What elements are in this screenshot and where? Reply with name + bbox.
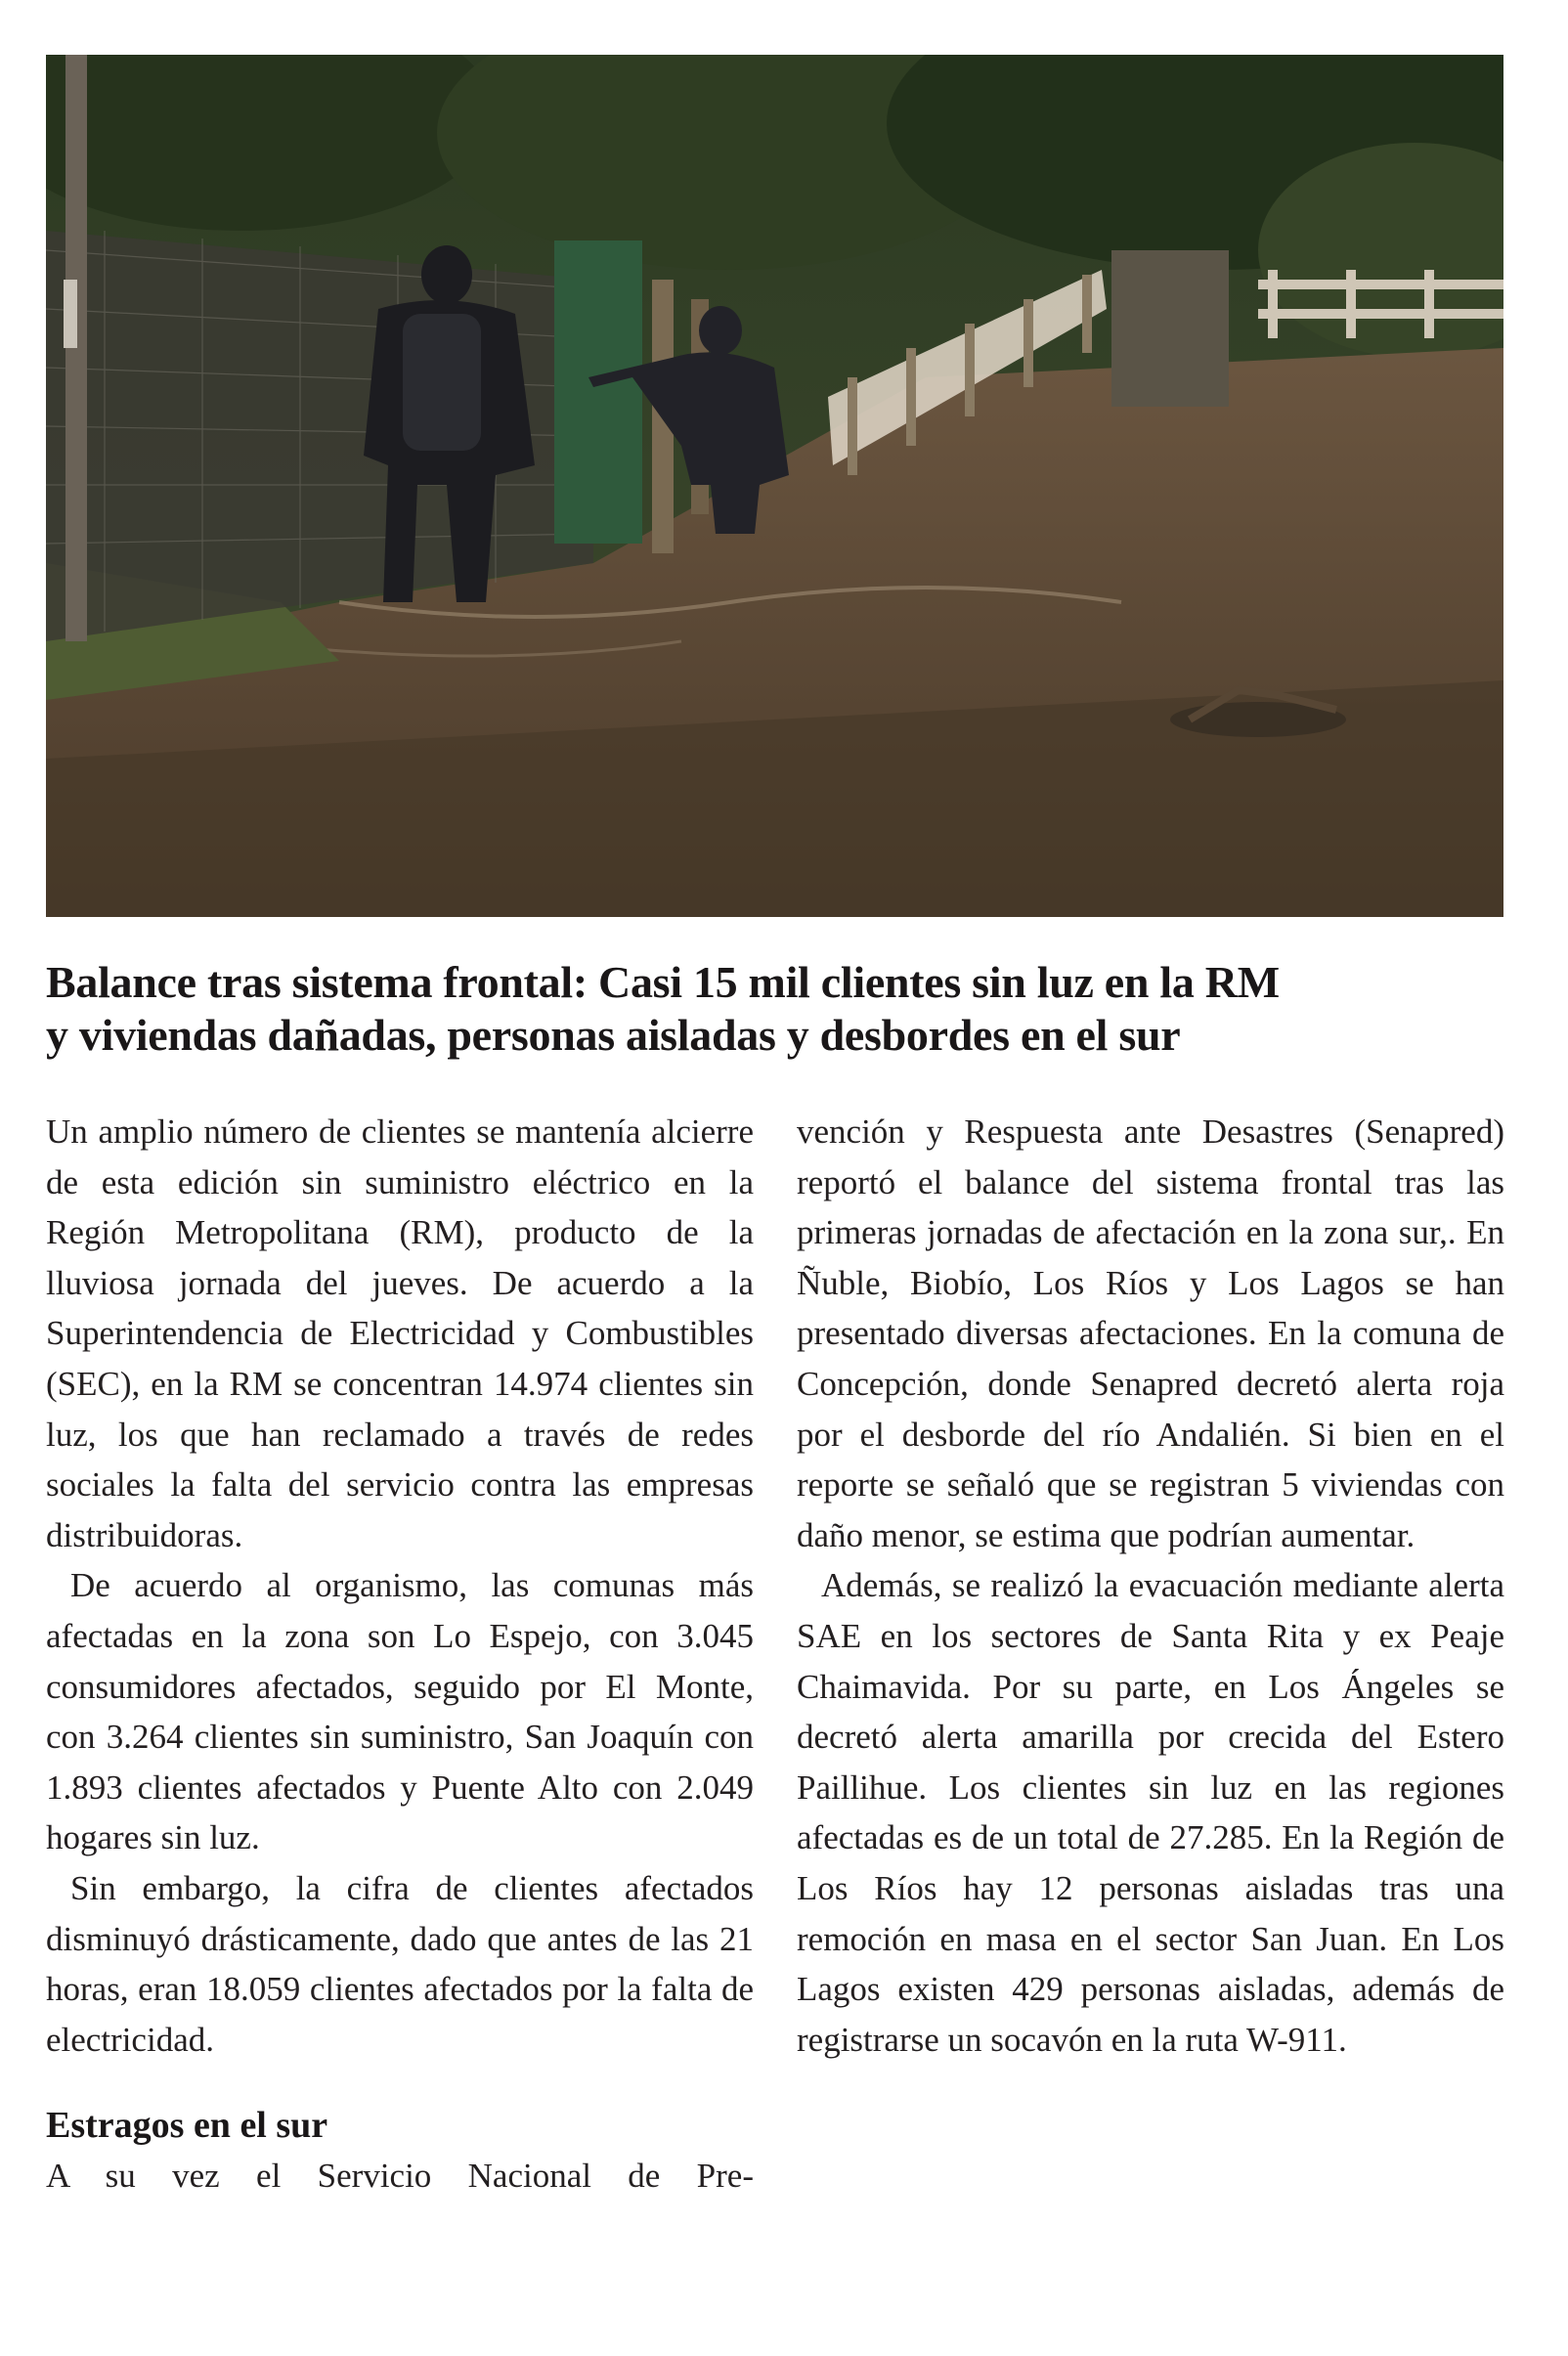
- headline-line-1: Balance tras sistema frontal: Casi 15 mil clientes sin luz en la RM: [46, 957, 1280, 1007]
- section-subheading: Estragos en el sur: [46, 2105, 328, 2147]
- body-paragraph: De acuerdo al organismo, las comunas más afectadas en la zona son Lo Espejo, con 3.045 consumidores afectados, seguido por El Monte, con 3.264 clientes sin suministro, San Joaquín con 1.893 clientes afectados y Puente Alto con 2.049 hogares sin luz.: [46, 1566, 754, 1857]
- article-headline: [46, 956, 1512, 1062]
- flood-photo-icon: [46, 55, 1503, 917]
- body-paragraph: vención y Respuesta ante Desastres (Senapred) reportó el balance del sistema frontal tras las primeras jornadas de afectación en la zona sur,. En Ñuble, Biobío, Los Ríos y Los Lagos se han presentado diversas afectaciones. En la comuna de Concepción, donde Senapred decretó alerta roja por el desborde del río Andalién. Si bien en el reporte se señaló que se registran 5 viviendas con daño menor, se estima que podrían aumentar.: [797, 1113, 1504, 1554]
- body-paragraph: Sin embargo, la cifra de clientes afectados disminuyó drásticamente, dado que antes de las 21 horas, eran 18.059 clientes afectados por la falta de electricidad.: [46, 1868, 754, 2059]
- body-paragraph: Un amplio número de clientes se mantenía alcierre de esta edición sin suministro eléctrico en la Región Metropolitana (RM), producto de la lluviosa jornada del jueves. De acuerdo a la Superintendencia de Electricidad y Combustibles (SEC), en la RM se concentran 14.974 clientes sin luz, los que han reclamado a través de redes sociales la falta del servicio contra las empresas distribuidoras.: [46, 1113, 754, 1554]
- article-photo: [46, 55, 1503, 917]
- article-column-right: [797, 1107, 1504, 2065]
- headline-line-2: y viviendas dañadas, personas aisladas y desbordes en el sur: [46, 1010, 1181, 1060]
- body-paragraph: A su vez el Servicio Nacional de Pre-: [46, 2157, 754, 2196]
- body-paragraph: Además, se realizó la evacuación mediante alerta SAE en los sectores de Santa Rita y ex Peaje Chaimavida. Por su parte, en Los Ángeles se decretó alerta amarilla por crecida del Estero Paillihue. Los clientes sin luz en las regiones afectadas es de un total de 27.285. En la Región de Los Ríos hay 12 personas aisladas tras una remoción en masa en el sector San Juan. En Los Lagos existen 429 personas aisladas, además de registrarse un socavón en la ruta W-911.: [797, 1566, 1504, 2059]
- article-column-left: [46, 1107, 754, 2202]
